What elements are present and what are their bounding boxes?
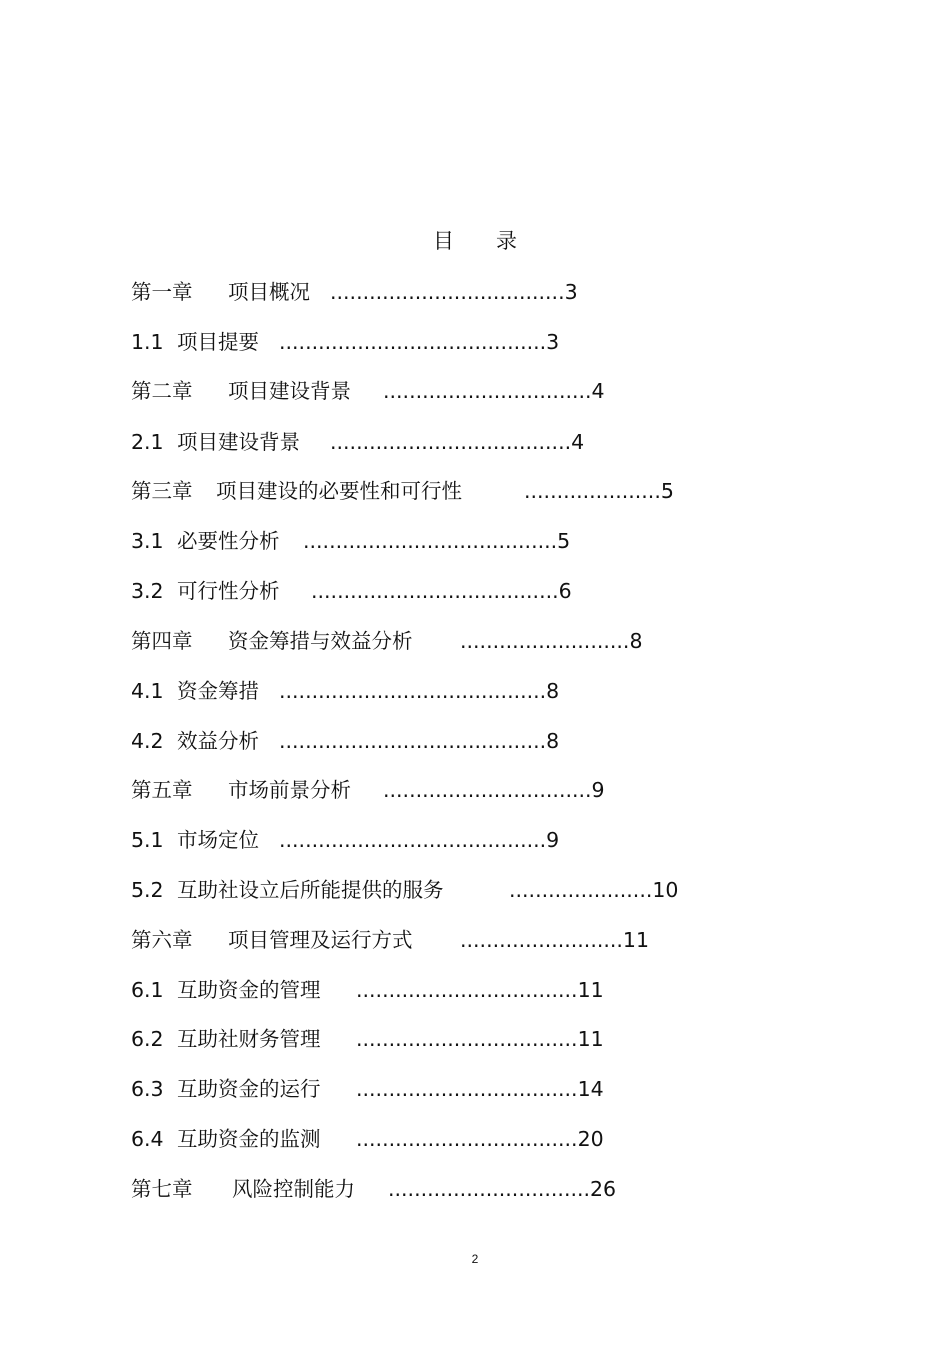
- toc-entry-title: 市场前景分析: [228, 778, 351, 802]
- toc-heading-char-1: 目: [433, 229, 454, 253]
- toc-entry-page: 20: [577, 1127, 604, 1151]
- toc-entry-leader: .....................................: [330, 430, 572, 454]
- toc-entry-leader: .........................................: [279, 828, 547, 852]
- toc-entry-leader: ................................: [383, 778, 592, 802]
- toc-entry-page: 8: [629, 629, 643, 653]
- toc-entry[interactable]: [0, 376, 950, 406]
- toc-entry-page: 9: [591, 778, 605, 802]
- toc-entry-title: 互助资金的运行: [177, 1077, 321, 1101]
- toc-entry-title: 项目建设背景: [177, 430, 300, 454]
- toc-entry-leader: .....................: [524, 479, 661, 503]
- toc-entry-page: 8: [546, 679, 560, 703]
- toc-entry-page: 11: [577, 1027, 604, 1051]
- toc-entry-leader-and-page: [383, 376, 605, 406]
- toc-entry-number: 5.2: [131, 878, 164, 902]
- toc-entry[interactable]: [0, 975, 950, 1005]
- toc-entry-page: 9: [546, 828, 560, 852]
- toc-entry-number: 第三章: [131, 479, 193, 503]
- toc-entry-page: 11: [577, 978, 604, 1002]
- toc-entry[interactable]: [0, 875, 950, 905]
- toc-heading-char-2: 录: [496, 229, 517, 253]
- toc-entry-title: 效益分析: [177, 729, 259, 753]
- toc-heading: [0, 226, 950, 256]
- toc-entry-number: 第六章: [131, 928, 193, 952]
- toc-entry-leader-and-page: [356, 975, 604, 1005]
- toc-entry[interactable]: [0, 427, 950, 457]
- toc-entry-title: 项目建设的必要性和可行性: [216, 479, 462, 503]
- toc-entry[interactable]: [0, 626, 950, 656]
- toc-entry-leader-and-page: [383, 775, 605, 805]
- toc-entry-leader-and-page: [356, 1074, 604, 1104]
- toc-entry-number: 3.2: [131, 579, 164, 603]
- toc-entry-leader-and-page: [388, 1174, 616, 1204]
- toc-entry-title: 项目建设背景: [228, 379, 351, 403]
- toc-entry-number: 4.1: [131, 679, 164, 703]
- toc-entry-title: 风险控制能力: [232, 1177, 355, 1201]
- toc-entry-title: 市场定位: [177, 828, 259, 852]
- toc-entry-leader: .........................: [460, 928, 623, 952]
- toc-entry[interactable]: [0, 576, 950, 606]
- toc-entry[interactable]: [0, 825, 950, 855]
- toc-entry-leader: ......................: [509, 878, 653, 902]
- toc-entry-leader-and-page: [311, 576, 572, 606]
- toc-entry-page: 6: [558, 579, 572, 603]
- page-number: 2: [471, 1252, 479, 1266]
- toc-entry-title: 项目提要: [177, 330, 259, 354]
- toc-entry-leader: ....................................: [330, 280, 565, 304]
- toc-entry-page: 5: [660, 479, 674, 503]
- toc-entry-title: 项目概况: [228, 280, 310, 304]
- toc-entry-number: 6.1: [131, 978, 164, 1002]
- toc-entry[interactable]: [0, 775, 950, 805]
- toc-entry-title: 互助社财务管理: [177, 1027, 321, 1051]
- toc-entry-page: 8: [546, 729, 560, 753]
- toc-entry-title: 资金筹措: [177, 679, 259, 703]
- toc-entry-page: 4: [591, 379, 605, 403]
- toc-entry-leader-and-page: [330, 277, 578, 307]
- toc-entry-leader: ..................................: [356, 1077, 578, 1101]
- toc-entry[interactable]: [0, 1124, 950, 1154]
- toc-entry-number: 第一章: [131, 280, 193, 304]
- toc-entry-leader-and-page: [279, 327, 559, 357]
- toc-entry-leader: ...............................: [388, 1177, 591, 1201]
- toc-entry-page: 11: [622, 928, 650, 952]
- toc-entry-leader-and-page: [524, 476, 674, 506]
- toc-entry-page: 3: [546, 330, 560, 354]
- toc-entry[interactable]: [0, 726, 950, 756]
- toc-entry-number: 3.1: [131, 529, 164, 553]
- toc-entry[interactable]: [0, 1174, 950, 1204]
- toc-entry-number: 5.1: [131, 828, 164, 852]
- toc-entry-leader-and-page: [356, 1024, 604, 1054]
- toc-entry-title: 资金筹措与效益分析: [228, 629, 413, 653]
- toc-entry-number: 6.2: [131, 1027, 164, 1051]
- toc-entry-page: 10: [652, 878, 679, 902]
- toc-entry-leader: .........................................: [279, 330, 547, 354]
- toc-entry-leader: ..................................: [356, 1127, 578, 1151]
- toc-entry-number: 第五章: [131, 778, 193, 802]
- toc-entry-number: 第七章: [131, 1177, 193, 1201]
- toc-entry-leader: ..........................: [460, 629, 630, 653]
- toc-entry-page: 26: [590, 1177, 617, 1201]
- toc-entry-leader-and-page: [509, 875, 678, 905]
- toc-entry-leader-and-page: [279, 726, 559, 756]
- toc-entry-leader-and-page: [330, 427, 584, 457]
- toc-entry-page: 3: [564, 280, 578, 304]
- toc-entry-number: 6.4: [131, 1127, 164, 1151]
- toc-entry-title: 可行性分析: [177, 579, 280, 603]
- toc-entry[interactable]: [0, 526, 950, 556]
- toc-entry-page: 14: [577, 1077, 604, 1101]
- toc-entry-title: 互助社设立后所能提供的服务: [177, 878, 444, 902]
- toc-entry-leader-and-page: [279, 825, 559, 855]
- toc-entry-leader-and-page: [279, 676, 559, 706]
- toc-entry-number: 1.1: [131, 330, 164, 354]
- toc-entry-page: 5: [557, 529, 571, 553]
- toc-entry[interactable]: [0, 327, 950, 357]
- toc-entry-leader: ..................................: [356, 1027, 578, 1051]
- toc-entry-number: 第二章: [131, 379, 193, 403]
- toc-entry-leader-and-page: [460, 626, 642, 656]
- toc-entry-leader-and-page: [356, 1124, 604, 1154]
- toc-entry-leader-and-page: [303, 526, 570, 556]
- toc-entry[interactable]: [0, 676, 950, 706]
- toc-entry-title: 互助资金的监测: [177, 1127, 321, 1151]
- toc-entry-number: 2.1: [131, 430, 164, 454]
- toc-entry-leader: .......................................: [303, 529, 558, 553]
- toc-entry-leader: .........................................: [279, 679, 547, 703]
- toc-entry-leader-and-page: [460, 925, 649, 955]
- toc-entry[interactable]: [0, 277, 950, 307]
- toc-entry-number: 6.3: [131, 1077, 164, 1101]
- toc-entry-number: 第四章: [131, 629, 193, 653]
- toc-entry-page: 4: [571, 430, 585, 454]
- toc-entry[interactable]: [0, 1024, 950, 1054]
- toc-entry-leader: .........................................: [279, 729, 547, 753]
- toc-entry-leader: ..................................: [356, 978, 578, 1002]
- toc-entry[interactable]: [0, 476, 950, 506]
- toc-entry-number: 4.2: [131, 729, 164, 753]
- toc-entry-title: 项目管理及运行方式: [228, 928, 413, 952]
- toc-entry-leader: ................................: [383, 379, 592, 403]
- toc-entry[interactable]: [0, 925, 950, 955]
- toc-entry-title: 必要性分析: [177, 529, 280, 553]
- toc-entry-title: 互助资金的管理: [177, 978, 321, 1002]
- toc-entry-leader: ......................................: [311, 579, 559, 603]
- toc-entry[interactable]: [0, 1074, 950, 1104]
